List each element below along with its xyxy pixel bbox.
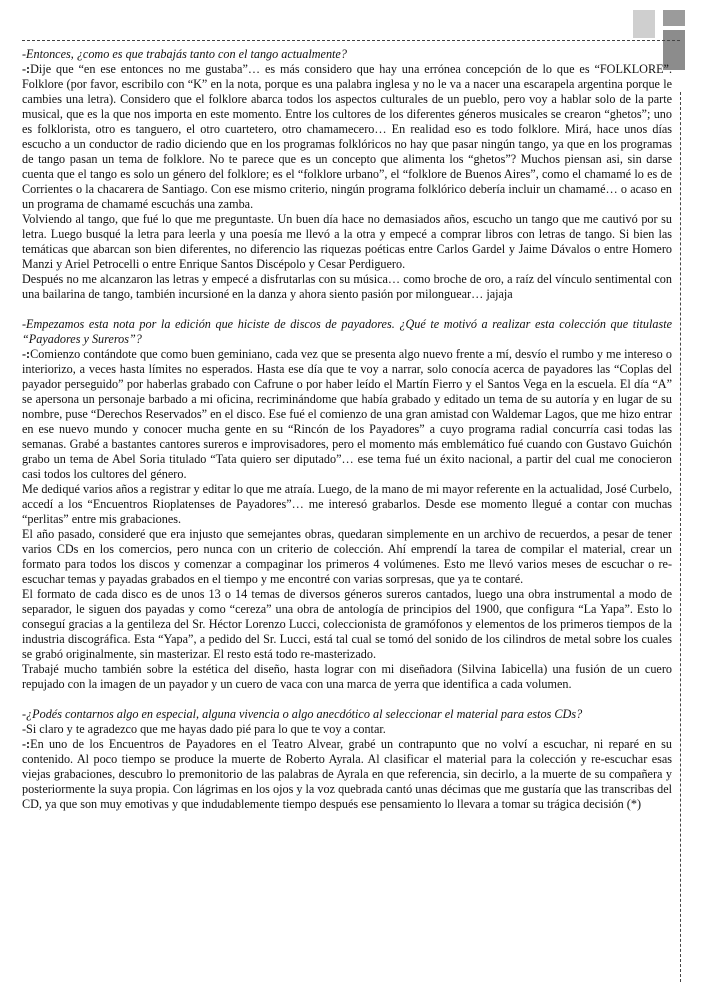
article-body: [22, 47, 672, 812]
answer-2-paragraph-5: Trabajé mucho también sobre la estética del diseño, hasta lograr con mi diseñadora (Silvina Iabicella) una fusión de un cuero repujado con la imagen de un payador y un cuero de vaca con una marca de yerra que identifica a cada volumen.: [22, 662, 672, 691]
answer-1-paragraph-1: -:Dije que “en ese entonces no me gustaba”… es más considero que hay una errónea concepción de lo que es “FOLKLORE”. Folklore (por favor, escribilo con “K” en la nota, porque es una palabra inglesa y no le va a nacer una escarapela argentina porque le cambies una letra). Considero que el folklore abarca todos los aspectos culturales de un pueblo, pero voy a hablar solo de la parte musical, que es la que nos importa en este momento. Entre los cultores de los diferentes géneros musicales se crearon “ghetos”; uno es folklorista, otro es tanguero, el otro cuartetero, otro chamamecero… En realidad eso es todo folklore. Mirá, hace unos días escucho a un conductor de radio diciendo que en los programas folklóricos no hay que pasar ningún tango, ya que en los programas de tango pasan un tema de folklore. No te parece que es un concepto que alimenta los “ghetos”? Muchos piensan asi, sin darse cuenta que el tango es solo un género del folklore; es el “folklore urbano”, el “folklore de Buenos Aires”, como el chamamé lo es de Corrientes o la chacarera de Santiago. Con ese mismo criterio, ningún programa folklórico debería incluir un chamamé… o acaso en un programa de chamamé escuchás una zamba.: [22, 62, 672, 211]
answer-1-paragraph-2: Volviendo al tango, que fué lo que me preguntaste. Un buen día hace no demasiados años, escucho un tango que me cautivó por su letra. Luego busqué la letra para leerla y una poesía me llevó a la otra y empecé a comprar libros con letras de tango. Si bien las temáticas que abarcan son bien diferentes, no diferencio las riquezas poéticas entre Carlos Gardel y Jaime Dávalos o entre Homero Manzi y Ariel Petrocelli o entre Enrique Santos Discépolo y Cesar Perdiguero.: [22, 212, 672, 271]
answer-marker: -:: [22, 62, 31, 76]
answer-marker: -:: [22, 737, 31, 751]
side-dashed-rule: [680, 92, 681, 982]
top-dashed-rule: [22, 40, 680, 41]
answer-marker: -:: [22, 347, 31, 361]
answer-2-paragraph-3: El año pasado, consideré que era injusto que semejantes obras, quedaran simplemente en un archivo de recuerdos, a pesar de tener varios CDs en los comercios, pero nunca con un criterio de colección. Ahí emprendí la tarea de compilar el material, crear un formato para todos los discos y comenzar a compaginar los primeros 4 volúmenes. Esto me llevó varios meses de escuchar o re-escuchar temas y payadas grabados en el tiempo y me encontré con varias sorpresas, que ya te contaré.: [22, 527, 672, 586]
corner-square-small: [663, 10, 685, 26]
question-3: -¿Podés contarnos algo en especial, alguna vivencia o algo anecdótico al seleccionar el material para estos CDs?: [22, 707, 583, 721]
answer-2-paragraph-4: El formato de cada disco es de unos 13 o 14 temas de diversos géneros sureros cantados, luego una obra instrumental a modo de separador, le siguen dos payadas y como “cereza” una obra de antología de principios del 1900, que configura “La Yapa”. Esto lo conseguí gracias a la gentileza del Sr. Héctor Lorenzo Lucci, coleccionista de gramófonos y elementos de los primeros tiempos de la industria discográfica. Esta “Yapa”, a pedido del Sr. Lucci, está tal cual se tomó del sonido de los cilindros de metal sobre los cuales se grabó originalmente, sin masterizar. El resto está todo re-masterizado.: [22, 587, 672, 661]
corner-square-light: [633, 10, 655, 38]
answer-2-paragraph-1: -:Comienzo contándote que como buen geminiano, cada vez que se presenta algo nuevo frente a mí, desvío el rumbo y me intereso o interiorizo, a veces hasta límites no esperados. Hasta ese día que te voy a narrar, solo conocía acerca de payadores las “Coplas del payador perseguido” por haberlas grabado con Cafrune o por haber leído el Martín Fierro y el Santos Vega en la escuela. El día “A” se apersona un personaje barbado a mi oficina, recriminándome que había grabado y editado un tema de su autoría y en lugar de su nombre, puse “Derechos Reservados” en el disco. Ese fué el comienzo de una gran amistad con Waldemar Lagos, que me hizo entrar en ese nuevo mundo y conocer mucha gente en su “Rincón de los Payadores” a cuyo programa radial concurría casi todas las semanas. Grabé a bastantes cantores sureros e improvisadores, pero el momento más emblemático fué cuando con Gustavo Guichón grabo un tema de Abel Soria titulado “Tata quiero ser diputado”… ese tema fué un éxito nacional, a partir del cual me conocieron casi todos los cultores del género.: [22, 347, 672, 481]
answer-2-paragraph-2: Me dediqué varios años a registrar y editar lo que me atraía. Luego, de la mano de mi mayor referente en la actualidad, José Curbelo, accedí a los “Encuentros Rioplatenses de Payadores”… me interesó grabarlos. Desde ese momento llegué a contar con muchas “perlitas” entre mis grabaciones.: [22, 482, 672, 526]
question-2: -Empezamos esta nota por la edición que hiciste de discos de payadores. ¿Qué te motivó a realizar esta colección que titulaste “Payadores y Sureros”?: [22, 317, 672, 346]
prompt-line-3: -Si claro y te agradezco que me hayas dado pié para lo que te voy a contar.: [22, 722, 386, 736]
section-gap: [22, 302, 672, 317]
section-gap: [22, 692, 672, 707]
question-1: -Entonces, ¿como es que trabajás tanto con el tango actualmente?: [22, 47, 347, 61]
answer-1-paragraph-3: Después no me alcanzaron las letras y empecé a disfrutarlas con su música… como broche de oro, a raíz del vínculo sentimental con una bailarina de tango, también incursioné en la danza y ahora siento pasión por milonguear… jajaja: [22, 272, 672, 301]
answer-3-paragraph-1: -:En uno de los Encuentros de Payadores en el Teatro Alvear, grabé un contrapunto que no volví a escuchar, ni reparé en su contenido. Al poco tiempo se produce la muerte de Roberto Ayrala. Al clasificar el material para la colección y re-escuchar esas viejas grabaciones, descubro lo premonitorio de las palabras de Ayrala en que referencia, sin decirlo, a la muerte de su compañera y posteriormente la suya propia. Con lágrimas en los ojos y la voz quebrada cantó unas décimas que me gustaría que las transcribas del CD, ya que son muy emotivas y que indudablemente tiempo después ese pensamiento lo llevara a tomar su trágica decisión (*): [22, 737, 672, 811]
